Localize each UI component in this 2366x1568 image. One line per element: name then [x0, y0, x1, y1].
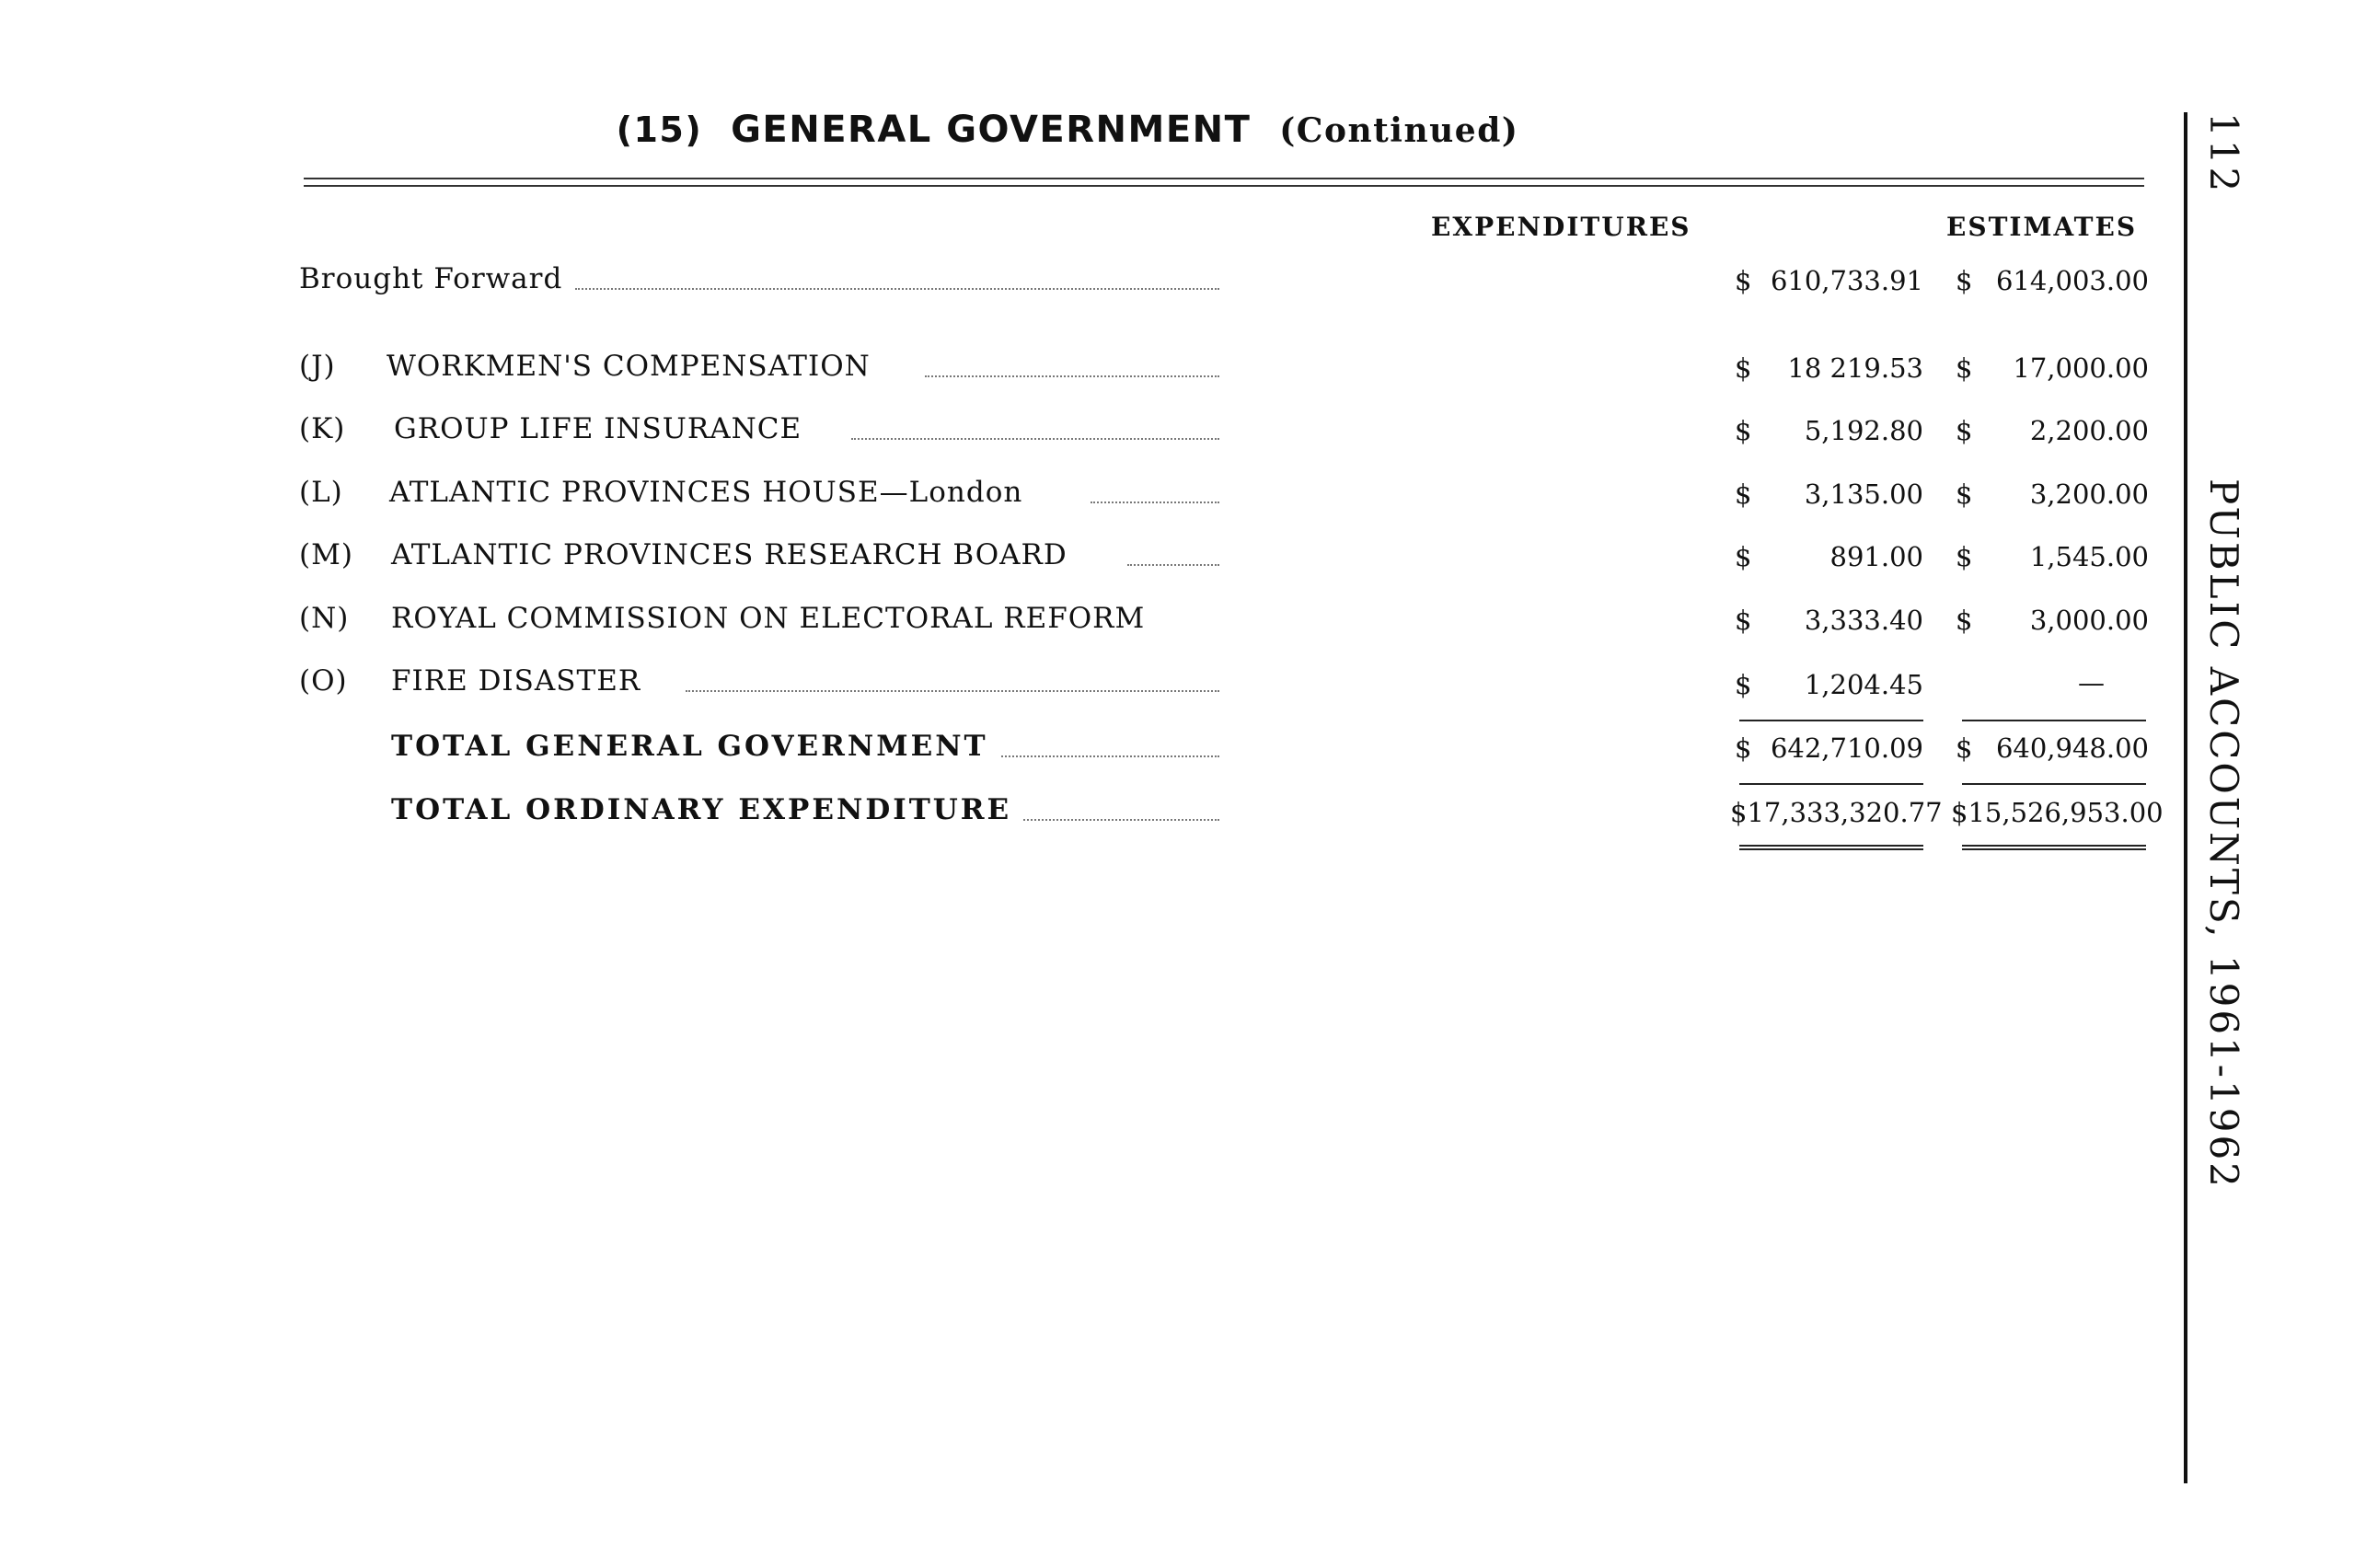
header-rule-top: [304, 178, 2144, 179]
est-amount: 17,000.00: [2013, 352, 2149, 384]
dot-leader: [1127, 564, 1219, 566]
expenditures-heading: EXPENDITURES: [1431, 212, 1691, 242]
page-title: [304, 109, 1831, 151]
est-dollar-sign: $: [1956, 478, 1973, 510]
est-dollar-sign: $: [1956, 415, 1973, 446]
table-row: [299, 262, 1219, 299]
exp-amount: 5,192.80: [1804, 415, 1923, 446]
row-label: FIRE DISASTER: [391, 664, 652, 698]
margin-vertical-rule: [2184, 112, 2187, 1483]
row-letter: (L): [299, 476, 343, 509]
est-dollar-sign: $: [1956, 265, 1973, 296]
est-blank-dash: —: [2078, 667, 2105, 698]
exp-dollar-sign: $: [1735, 352, 1752, 384]
exp-amount: 3,135.00: [1804, 478, 1923, 510]
est-dollar-sign: $: [1956, 541, 1973, 572]
exp-dollar-sign: $: [1735, 415, 1752, 446]
dot-leader: [575, 288, 1219, 290]
grand-total-rule-exp-1: [1739, 845, 1923, 847]
row-label: ATLANTIC PROVINCES RESEARCH BOARD: [391, 538, 1079, 571]
estimates-heading: ESTIMATES: [1946, 212, 2138, 242]
exp-dollar-sign: $: [1735, 732, 1752, 764]
grand-total-rule-exp-2: [1739, 848, 1923, 850]
est-dollar-sign: $: [1956, 732, 1973, 764]
row-label: Brought Forward: [299, 262, 573, 295]
exp-dollar-sign: $: [1735, 605, 1752, 636]
total-row: [299, 730, 1219, 767]
dot-leader: [962, 755, 1219, 757]
table-row: [299, 538, 1219, 575]
exp-dollar-sign: $: [1735, 478, 1752, 510]
subtotal-rule-est: [1962, 720, 2146, 721]
total-label: TOTAL GENERAL GOVERNMENT: [391, 730, 999, 763]
exp-total: 642,710.09: [1770, 732, 1923, 764]
row-letter: (K): [299, 412, 346, 445]
subtotal-rule-exp: [1739, 720, 1923, 721]
page-number: 112: [2201, 112, 2246, 195]
row-label: GROUP LIFE INSURANCE: [394, 412, 813, 445]
table-row: [299, 602, 1224, 639]
row-letter: (O): [299, 664, 348, 698]
running-title: PUBLIC ACCOUNTS, 1961-1962: [2201, 478, 2246, 1190]
exp-dollar-sign: $: [1735, 669, 1752, 700]
est-dollar-sign: $: [1956, 605, 1973, 636]
table-row: [299, 412, 1219, 449]
total-rule-exp: [1739, 783, 1923, 785]
exp-amount: 18 219.53: [1787, 352, 1923, 384]
grand-total-rule-est-2: [1962, 848, 2146, 850]
continued-label: (Continued): [1279, 111, 1519, 150]
row-label: WORKMEN'S COMPENSATION: [387, 350, 882, 383]
est-amount: 3,200.00: [2029, 478, 2149, 510]
table-row: [299, 350, 1219, 386]
est-total: 640,948.00: [1995, 732, 2149, 764]
total-label: TOTAL ORDINARY EXPENDITURE: [391, 793, 1022, 826]
dot-leader: [925, 375, 1219, 377]
exp-amount: 891.00: [1829, 541, 1923, 572]
est-amount: 3,000.00: [2029, 605, 2149, 636]
grand-total-rule-est-1: [1962, 845, 2146, 847]
dot-leader: [686, 690, 1219, 692]
dot-leader: [851, 438, 1219, 440]
exp-amount: 1,204.45: [1804, 669, 1923, 700]
section-number: (15): [616, 110, 703, 150]
row-letter: (J): [299, 350, 336, 383]
header-rule-bottom: [304, 185, 2144, 187]
est-dollar-sign: $: [1956, 352, 1973, 384]
row-label: ATLANTIC PROVINCES HOUSE—London: [389, 476, 1033, 509]
total-row: [299, 793, 1219, 830]
est-amount: 2,200.00: [2029, 415, 2149, 446]
row-letter: (M): [299, 538, 353, 571]
est-amount: 1,545.00: [2029, 541, 2149, 572]
dot-leader: [998, 819, 1219, 821]
row-letter: (N): [299, 602, 350, 635]
est-grand-total: $15,526,953.00: [1951, 797, 2164, 828]
table-row: [299, 664, 1219, 701]
dot-leader: [1091, 502, 1219, 503]
exp-grand-total: $17,333,320.77: [1730, 797, 1943, 828]
exp-dollar-sign: $: [1735, 541, 1752, 572]
section-title: GENERAL GOVERNMENT: [731, 109, 1252, 151]
total-rule-est: [1962, 783, 2146, 785]
exp-amount: 610,733.91: [1770, 265, 1923, 296]
exp-dollar-sign: $: [1735, 265, 1752, 296]
est-amount: 614,003.00: [1995, 265, 2149, 296]
table-row: [299, 476, 1219, 513]
exp-amount: 3,333.40: [1804, 605, 1923, 636]
row-label: ROYAL COMMISSION ON ELECTORAL REFORM: [391, 602, 1156, 635]
